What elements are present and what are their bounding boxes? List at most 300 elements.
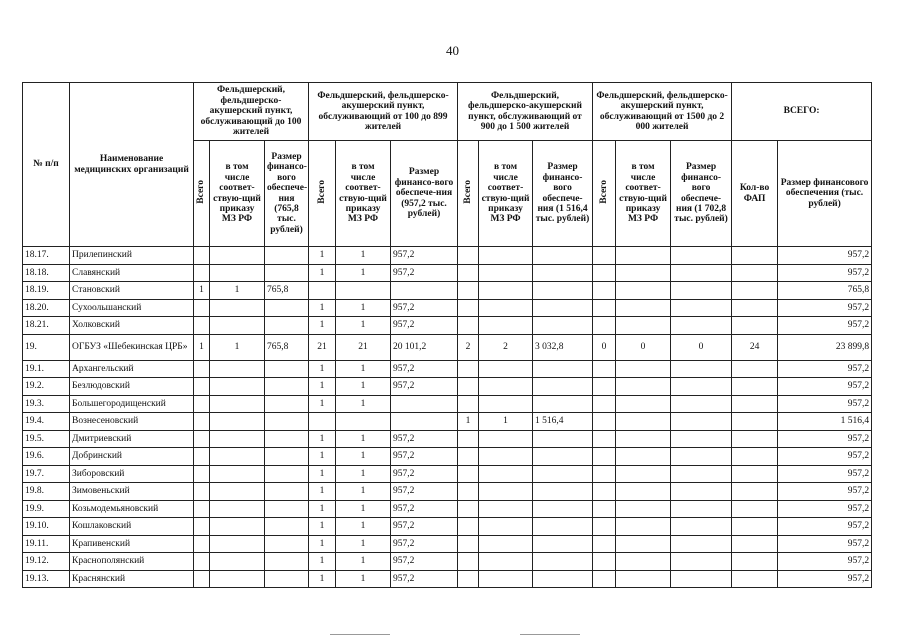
data-cell (616, 378, 671, 396)
total-cell: 765,8 (778, 282, 872, 300)
data-cell: 957,2 (391, 317, 458, 335)
data-cell (616, 553, 671, 571)
data-cell (479, 247, 533, 265)
data-cell (533, 448, 593, 466)
data-cell (210, 317, 265, 335)
data-cell (671, 378, 732, 396)
org-name: Прилепинский (70, 247, 194, 265)
data-cell (671, 413, 732, 431)
data-cell: 1 (210, 334, 265, 360)
data-cell (210, 553, 265, 571)
data-cell (732, 413, 778, 431)
data-cell: 957,2 (391, 247, 458, 265)
data-cell (391, 282, 458, 300)
data-cell: 2 (458, 334, 479, 360)
data-cell (210, 518, 265, 536)
data-cell (671, 247, 732, 265)
table-row (23, 483, 872, 501)
header-size-1516: Размер финансо-вого обеспече-ния (1 516,4 тыс. рублей) (533, 141, 593, 247)
data-cell: 1 (336, 317, 391, 335)
row-number: 19.8. (23, 483, 70, 501)
data-cell: 1 (479, 413, 533, 431)
row-number: 19.5. (23, 430, 70, 448)
data-cell (671, 570, 732, 588)
header-vsego: Всего (458, 141, 479, 247)
data-cell (732, 448, 778, 466)
header-group-3: Фельдшерский, фельдшерско-акушерский пункт, обслуживающий от 900 до 1 500 жителей (458, 83, 593, 141)
data-cell (458, 360, 479, 378)
total-cell: 957,2 (778, 299, 872, 317)
table-row (23, 264, 872, 282)
scan-artifact (520, 634, 580, 635)
table-header (23, 83, 872, 247)
data-cell: 1 (336, 465, 391, 483)
data-cell: 765,8 (265, 282, 309, 300)
data-cell (732, 535, 778, 553)
data-cell (458, 264, 479, 282)
data-cell (479, 465, 533, 483)
data-cell (194, 448, 210, 466)
total-cell: 23 899,8 (778, 334, 872, 360)
table-row (23, 378, 872, 396)
header-size-1702: Размер финансо-вого обеспече-ния (1 702,8 тыс. рублей) (671, 141, 732, 247)
row-number: 18.20. (23, 299, 70, 317)
data-cell: 957,2 (391, 553, 458, 571)
data-cell (671, 518, 732, 536)
data-cell (671, 483, 732, 501)
data-cell: 957,2 (391, 483, 458, 501)
total-cell: 957,2 (778, 483, 872, 501)
total-cell: 957,2 (778, 430, 872, 448)
data-cell: 21 (336, 334, 391, 360)
data-cell (194, 360, 210, 378)
total-cell: 957,2 (778, 570, 872, 588)
org-name: Безлюдовский (70, 378, 194, 396)
data-cell: 957,2 (391, 570, 458, 588)
table-row (23, 448, 872, 466)
org-name: Зимовеньский (70, 483, 194, 501)
data-cell (671, 535, 732, 553)
table-row (23, 500, 872, 518)
data-cell (458, 553, 479, 571)
total-cell: 957,2 (778, 465, 872, 483)
data-cell (194, 413, 210, 431)
data-cell: 1 (336, 430, 391, 448)
row-number: 18.18. (23, 264, 70, 282)
data-cell (479, 553, 533, 571)
data-cell (616, 413, 671, 431)
data-cell: 1 (309, 518, 336, 536)
total-cell: 957,2 (778, 553, 872, 571)
data-cell (732, 500, 778, 518)
table-row (23, 282, 872, 300)
data-cell (265, 430, 309, 448)
data-cell (458, 465, 479, 483)
data-cell (194, 465, 210, 483)
row-number: 19.4. (23, 413, 70, 431)
header-vtom: в том числе соответ-ствую-щий приказу МЗ РФ (616, 141, 671, 247)
data-cell: 1 (336, 378, 391, 396)
data-cell: 1 (194, 334, 210, 360)
data-cell (671, 448, 732, 466)
data-cell (533, 465, 593, 483)
data-cell (616, 483, 671, 501)
total-cell: 957,2 (778, 395, 872, 413)
data-cell (593, 360, 616, 378)
data-cell (210, 465, 265, 483)
data-cell (458, 317, 479, 335)
data-cell (616, 448, 671, 466)
data-cell (265, 518, 309, 536)
table-body (23, 247, 872, 588)
data-cell (194, 264, 210, 282)
data-cell (732, 518, 778, 536)
data-cell: 2 (479, 334, 533, 360)
data-cell (671, 430, 732, 448)
row-number: 18.17. (23, 247, 70, 265)
org-name: Становский (70, 282, 194, 300)
total-cell: 957,2 (778, 317, 872, 335)
data-cell (479, 448, 533, 466)
data-cell: 1 (336, 535, 391, 553)
data-cell (593, 299, 616, 317)
data-cell (458, 378, 479, 396)
data-cell: 1 (309, 535, 336, 553)
row-number: 19.6. (23, 448, 70, 466)
data-cell (593, 430, 616, 448)
data-cell: 0 (593, 334, 616, 360)
total-cell: 957,2 (778, 448, 872, 466)
data-cell: 1 (309, 448, 336, 466)
header-group-4: Фельдшерский, фельдшерско-акушерский пункт, обслуживающий от 1500 до 2 000 жителей (593, 83, 732, 141)
header-vsego: Всего (194, 141, 210, 247)
header-org-name: Наименование медицинских организаций (70, 83, 194, 247)
data-cell (210, 430, 265, 448)
header-total-size: Размер финансового обеспечения (тыс. рублей) (778, 141, 872, 247)
data-cell: 20 101,2 (391, 334, 458, 360)
data-cell (265, 448, 309, 466)
data-cell (671, 553, 732, 571)
data-cell (458, 282, 479, 300)
data-cell (458, 500, 479, 518)
data-cell (593, 535, 616, 553)
data-cell (336, 282, 391, 300)
data-cell: 0 (616, 334, 671, 360)
data-cell (265, 360, 309, 378)
data-cell (616, 299, 671, 317)
data-cell (671, 317, 732, 335)
total-cell: 957,2 (778, 535, 872, 553)
data-cell (533, 378, 593, 396)
table-row (23, 518, 872, 536)
header-vtom: в том числе соответ-ствую-щий приказу МЗ РФ (336, 141, 391, 247)
funding-table (22, 82, 872, 588)
data-cell: 957,2 (391, 360, 458, 378)
data-cell (616, 535, 671, 553)
data-cell (616, 360, 671, 378)
row-number: 19.13. (23, 570, 70, 588)
data-cell (593, 570, 616, 588)
data-cell (671, 500, 732, 518)
org-name: ОГБУЗ «Шебекинская ЦРБ» (70, 334, 194, 360)
data-cell (616, 317, 671, 335)
data-cell (265, 483, 309, 501)
header-vtom: в том числе соответ-ствую-щий приказу МЗ РФ (479, 141, 533, 247)
data-cell (210, 247, 265, 265)
data-cell (210, 395, 265, 413)
data-cell: 1 (309, 264, 336, 282)
data-cell (671, 465, 732, 483)
data-cell: 957,2 (391, 535, 458, 553)
data-cell (732, 430, 778, 448)
data-cell (732, 395, 778, 413)
data-cell: 1 (336, 553, 391, 571)
data-cell (265, 553, 309, 571)
data-cell (671, 299, 732, 317)
data-cell (210, 483, 265, 501)
data-cell (616, 465, 671, 483)
data-cell (593, 518, 616, 536)
page-number: 40 (446, 43, 459, 58)
data-cell: 21 (309, 334, 336, 360)
data-cell (458, 483, 479, 501)
data-cell (732, 378, 778, 396)
total-cell: 957,2 (778, 500, 872, 518)
row-number: 19.12. (23, 553, 70, 571)
data-cell (309, 413, 336, 431)
data-cell (533, 535, 593, 553)
data-cell: 1 (309, 360, 336, 378)
data-cell (593, 378, 616, 396)
data-cell (533, 553, 593, 571)
data-cell: 1 (336, 264, 391, 282)
data-cell (732, 282, 778, 300)
data-cell (458, 448, 479, 466)
data-cell (391, 395, 458, 413)
data-cell (458, 247, 479, 265)
data-cell: 1 (458, 413, 479, 431)
data-cell (458, 395, 479, 413)
total-cell: 957,2 (778, 264, 872, 282)
data-cell (309, 282, 336, 300)
data-cell (616, 500, 671, 518)
total-cell: 957,2 (778, 518, 872, 536)
header-vsego: Всего (593, 141, 616, 247)
row-number: 19.11. (23, 535, 70, 553)
data-cell (593, 448, 616, 466)
header-group-1: Фельдшерский, фельдшерско-акушерский пункт, обслуживающий до 100 жителей (194, 83, 309, 141)
data-cell: 1 (336, 483, 391, 501)
data-cell (616, 264, 671, 282)
data-cell: 1 (309, 299, 336, 317)
table-row (23, 535, 872, 553)
org-name: Дмитриевский (70, 430, 194, 448)
data-cell (194, 535, 210, 553)
data-cell (593, 395, 616, 413)
data-cell: 957,2 (391, 430, 458, 448)
data-cell (533, 483, 593, 501)
data-cell (593, 465, 616, 483)
table-row (23, 430, 872, 448)
data-cell (194, 378, 210, 396)
row-number: 18.21. (23, 317, 70, 335)
data-cell (210, 264, 265, 282)
data-cell (533, 247, 593, 265)
data-cell (265, 317, 309, 335)
data-cell (671, 360, 732, 378)
data-cell: 1 (309, 247, 336, 265)
header-group-total: ВСЕГО: (732, 83, 872, 141)
data-cell (479, 360, 533, 378)
data-cell: 1 (210, 282, 265, 300)
data-cell (265, 395, 309, 413)
org-name: Сухоольшанский (70, 299, 194, 317)
data-cell (593, 247, 616, 265)
data-cell (479, 500, 533, 518)
data-cell (194, 430, 210, 448)
data-cell (616, 395, 671, 413)
data-cell (458, 518, 479, 536)
data-cell (210, 378, 265, 396)
org-name: Добринский (70, 448, 194, 466)
total-cell: 1 516,4 (778, 413, 872, 431)
data-cell: 1 (309, 553, 336, 571)
row-number: 19.2. (23, 378, 70, 396)
org-name: Козьмодемьяновский (70, 500, 194, 518)
data-cell: 1 (336, 500, 391, 518)
data-cell (194, 553, 210, 571)
data-cell (194, 395, 210, 413)
data-cell (265, 247, 309, 265)
data-cell: 957,2 (391, 299, 458, 317)
org-name: Крапивенский (70, 535, 194, 553)
total-cell: 957,2 (778, 247, 872, 265)
data-cell (210, 570, 265, 588)
data-cell (593, 483, 616, 501)
table-row (23, 465, 872, 483)
data-cell: 1 (309, 570, 336, 588)
data-cell (533, 299, 593, 317)
header-vsego: Всего (309, 141, 336, 247)
header-size-957: Размер финансо-вого обеспече-ния (957,2 тыс. рублей) (391, 141, 458, 247)
data-cell: 1 (194, 282, 210, 300)
data-cell: 957,2 (391, 518, 458, 536)
data-cell (458, 570, 479, 588)
data-cell: 1 (309, 395, 336, 413)
data-cell: 1 (309, 378, 336, 396)
data-cell (533, 282, 593, 300)
data-cell: 1 (309, 430, 336, 448)
data-cell: 957,2 (391, 465, 458, 483)
data-cell: 3 032,8 (533, 334, 593, 360)
data-cell (533, 518, 593, 536)
data-cell (732, 465, 778, 483)
header-group-2: Фельдшерский, фельдшерско-акушерский пункт, обслуживающий от 100 до 899 жителей (309, 83, 458, 141)
data-cell (210, 500, 265, 518)
data-cell: 1 (336, 570, 391, 588)
data-cell (458, 299, 479, 317)
data-cell (265, 465, 309, 483)
data-cell (732, 264, 778, 282)
data-cell (671, 282, 732, 300)
data-cell (458, 535, 479, 553)
data-cell: 1 (309, 465, 336, 483)
table-row (23, 247, 872, 265)
data-cell (533, 570, 593, 588)
header-fap-count: Кол-во ФАП (732, 141, 778, 247)
row-number: 19.3. (23, 395, 70, 413)
data-cell (616, 430, 671, 448)
data-cell: 1 (336, 247, 391, 265)
data-cell (479, 535, 533, 553)
data-cell: 0 (671, 334, 732, 360)
data-cell (533, 360, 593, 378)
data-cell (265, 570, 309, 588)
row-number: 18.19. (23, 282, 70, 300)
data-cell: 1 (336, 448, 391, 466)
data-cell (732, 360, 778, 378)
data-cell: 1 (336, 518, 391, 536)
data-cell: 1 (336, 395, 391, 413)
data-cell (194, 299, 210, 317)
table-row (23, 334, 872, 360)
data-cell: 1 (336, 360, 391, 378)
org-name: Кошлаковский (70, 518, 194, 536)
data-cell: 24 (732, 334, 778, 360)
row-number: 19.1. (23, 360, 70, 378)
table-row (23, 317, 872, 335)
header-num: № п/п (23, 83, 70, 247)
org-name: Краснополянский (70, 553, 194, 571)
data-cell (479, 264, 533, 282)
data-cell (533, 430, 593, 448)
data-cell: 957,2 (391, 448, 458, 466)
header-size-765: Размер финансо-вого обеспече-ния (765,8 тыс. рублей) (265, 141, 309, 247)
data-cell (479, 483, 533, 501)
data-cell: 1 (309, 500, 336, 518)
data-cell (671, 395, 732, 413)
scan-artifact (330, 634, 390, 635)
data-cell (194, 317, 210, 335)
data-cell (479, 317, 533, 335)
data-cell (593, 264, 616, 282)
org-name: Холковский (70, 317, 194, 335)
data-cell (391, 413, 458, 431)
org-name: Краснянский (70, 570, 194, 588)
table-row (23, 570, 872, 588)
data-cell (458, 430, 479, 448)
data-cell (593, 413, 616, 431)
data-cell: 957,2 (391, 264, 458, 282)
data-cell (479, 378, 533, 396)
data-cell (336, 413, 391, 431)
org-name: Большегородищенский (70, 395, 194, 413)
org-name: Архангельский (70, 360, 194, 378)
data-cell (616, 570, 671, 588)
data-cell (732, 553, 778, 571)
data-cell (479, 299, 533, 317)
data-cell (479, 518, 533, 536)
data-cell (732, 247, 778, 265)
data-cell (533, 317, 593, 335)
data-cell (194, 518, 210, 536)
table-row (23, 299, 872, 317)
org-name: Вознесеновский (70, 413, 194, 431)
data-cell: 957,2 (391, 378, 458, 396)
data-cell: 1 516,4 (533, 413, 593, 431)
data-cell (479, 282, 533, 300)
data-cell (533, 500, 593, 518)
